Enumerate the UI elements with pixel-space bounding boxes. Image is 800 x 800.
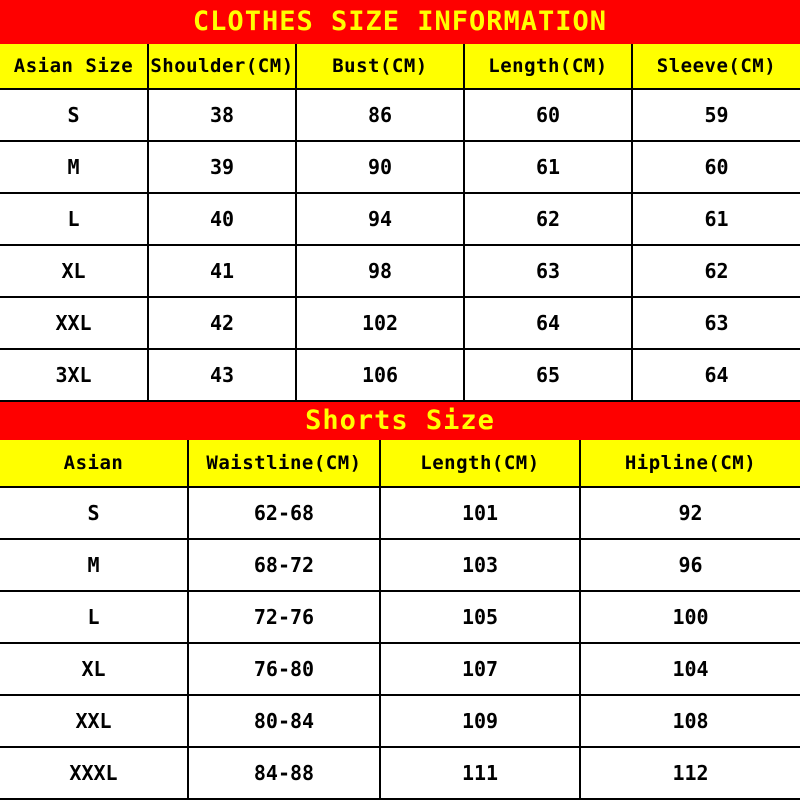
- cell-hipline: 96: [580, 539, 800, 591]
- cell-length: 109: [380, 695, 580, 747]
- table-row: [0, 487, 800, 539]
- cell-hipline: 104: [580, 643, 800, 695]
- table-header-row: [0, 44, 800, 89]
- column-header-waistline: Waistline(CM): [188, 440, 380, 487]
- shorts-size-title: Shorts Size: [0, 402, 800, 440]
- cell-waistline: 72-76: [188, 591, 380, 643]
- table-row: [0, 245, 800, 297]
- cell-length: 60: [464, 89, 632, 141]
- cell-shoulder: 41: [148, 245, 296, 297]
- cell-length: 101: [380, 487, 580, 539]
- column-header-asian-size: Asian Size: [0, 44, 148, 89]
- shorts-size-table: [0, 440, 800, 800]
- cell-waistline: 84-88: [188, 747, 380, 799]
- cell-length: 62: [464, 193, 632, 245]
- cell-waistline: 80-84: [188, 695, 380, 747]
- cell-size: XL: [0, 643, 188, 695]
- cell-waistline: 62-68: [188, 487, 380, 539]
- column-header-length: Length(CM): [380, 440, 580, 487]
- cell-length: 111: [380, 747, 580, 799]
- clothes-size-table: [0, 44, 800, 402]
- cell-waistline: 68-72: [188, 539, 380, 591]
- shorts-table-head: [0, 440, 800, 487]
- cell-waistline: 76-80: [188, 643, 380, 695]
- table-row: [0, 643, 800, 695]
- cell-length: 107: [380, 643, 580, 695]
- cell-length: 105: [380, 591, 580, 643]
- table-row: [0, 539, 800, 591]
- column-header-sleeve: Sleeve(CM): [632, 44, 800, 89]
- table-row: [0, 193, 800, 245]
- cell-size: S: [0, 89, 148, 141]
- column-header-asian: Asian: [0, 440, 188, 487]
- cell-hipline: 108: [580, 695, 800, 747]
- cell-hipline: 112: [580, 747, 800, 799]
- cell-bust: 102: [296, 297, 464, 349]
- cell-size: L: [0, 591, 188, 643]
- cell-sleeve: 64: [632, 349, 800, 401]
- cell-length: 63: [464, 245, 632, 297]
- column-header-bust: Bust(CM): [296, 44, 464, 89]
- cell-size: XXL: [0, 695, 188, 747]
- cell-sleeve: 60: [632, 141, 800, 193]
- column-header-shoulder: Shoulder(CM): [148, 44, 296, 89]
- cell-bust: 86: [296, 89, 464, 141]
- cell-length: 103: [380, 539, 580, 591]
- cell-bust: 106: [296, 349, 464, 401]
- cell-size: 3XL: [0, 349, 148, 401]
- table-row: [0, 141, 800, 193]
- column-header-hipline: Hipline(CM): [580, 440, 800, 487]
- cell-size: M: [0, 539, 188, 591]
- shorts-table-body: [0, 487, 800, 799]
- cell-length: 61: [464, 141, 632, 193]
- table-row: [0, 349, 800, 401]
- column-header-length: Length(CM): [464, 44, 632, 89]
- cell-shoulder: 38: [148, 89, 296, 141]
- clothes-size-title: CLOTHES SIZE INFORMATION: [0, 0, 800, 44]
- cell-size: M: [0, 141, 148, 193]
- cell-hipline: 100: [580, 591, 800, 643]
- table-header-row: [0, 440, 800, 487]
- table-row: [0, 89, 800, 141]
- table-row: [0, 695, 800, 747]
- cell-size: XXL: [0, 297, 148, 349]
- cell-sleeve: 62: [632, 245, 800, 297]
- clothes-table-head: [0, 44, 800, 89]
- cell-shoulder: 42: [148, 297, 296, 349]
- table-row: [0, 747, 800, 799]
- cell-shoulder: 43: [148, 349, 296, 401]
- cell-size: S: [0, 487, 188, 539]
- table-row: [0, 297, 800, 349]
- cell-length: 65: [464, 349, 632, 401]
- cell-sleeve: 61: [632, 193, 800, 245]
- cell-sleeve: 59: [632, 89, 800, 141]
- cell-hipline: 92: [580, 487, 800, 539]
- cell-shoulder: 40: [148, 193, 296, 245]
- cell-bust: 94: [296, 193, 464, 245]
- cell-size: XXXL: [0, 747, 188, 799]
- cell-size: XL: [0, 245, 148, 297]
- cell-bust: 98: [296, 245, 464, 297]
- cell-length: 64: [464, 297, 632, 349]
- cell-bust: 90: [296, 141, 464, 193]
- cell-size: L: [0, 193, 148, 245]
- cell-sleeve: 63: [632, 297, 800, 349]
- table-row: [0, 591, 800, 643]
- cell-shoulder: 39: [148, 141, 296, 193]
- clothes-table-body: [0, 89, 800, 401]
